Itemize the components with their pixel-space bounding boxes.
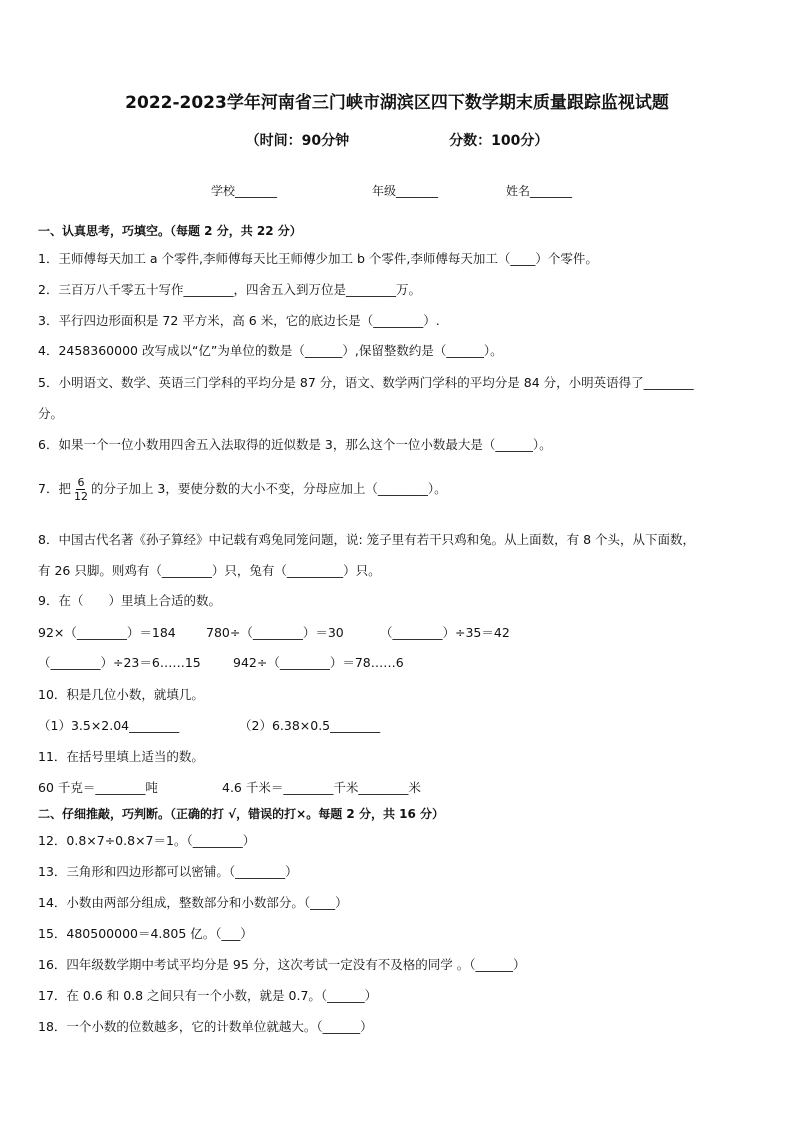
- fraction: [73, 476, 89, 503]
- question-8: 8．中国古代名著《孙子算经》中记载有鸡兔同笼问题，说: 笼子里有若干只鸡和兔。从上面数，有 8 个头，从下面数，: [38, 532, 696, 547]
- fraction-numerator: 6: [77, 476, 85, 489]
- question-13: 13．三角形和四边形都可以密铺。（________）: [38, 864, 298, 879]
- question-11-b: 4.6 千米＝________千米________米: [222, 780, 421, 795]
- fraction-denominator: 12: [73, 490, 88, 503]
- question-9-d: （________）÷23＝6……15: [38, 655, 201, 670]
- question-9-e: 942÷（________）＝78……6: [233, 655, 404, 670]
- question-3: 3．平行四边形面积是 72 平方米，高 6 米，它的底边长是（________）.: [38, 313, 440, 328]
- score-label: 分数：100分）: [449, 133, 549, 149]
- question-11-a: 60 千克＝________吨: [38, 780, 158, 795]
- section-1-heading: 一、认真思考，巧填空。（每题 2 分，共 22 分）: [38, 224, 302, 238]
- question-5: 5．小明语文、数学、英语三门学科的平均分是 87 分，语文、数学两门学科的平均分是 84 分，小明英语得了________: [38, 375, 694, 390]
- question-11: 11．在括号里填上适当的数。: [38, 749, 204, 764]
- question-15: 15．480500000＝4.805 亿。（___）: [38, 926, 253, 941]
- question-9-c: （________）÷35＝42: [380, 625, 510, 640]
- question-10-b: （2）6.38×0.5________: [239, 718, 381, 733]
- question-7-prefix: 7．把: [38, 481, 71, 496]
- question-12: 12．0.8×7÷0.8×7＝1。（________）: [38, 833, 256, 848]
- question-18: 18．一个小数的位数越多，它的计数单位就越大。（______）: [38, 1019, 373, 1034]
- question-16: 16．四年级数学期中考试平均分是 95 分，这次考试一定没有不及格的同学 。（______）: [38, 957, 526, 972]
- question-17: 17．在 0.6 和 0.8 之间只有一个小数，就是 0.7。（______）: [38, 988, 378, 1003]
- question-9: 9．在（ ）里填上合适的数。: [38, 593, 221, 608]
- time-label: （时间：90分钟: [245, 133, 350, 149]
- exam-subtitle: [0, 130, 794, 150]
- question-7-suffix: 的分子加上 3，要使分数的大小不变，分母应加上（________）。: [90, 481, 447, 496]
- section-2-heading: 二、仔细推敲，巧判断。（正确的打 √，错误的打×。每题 2 分，共 16 分）: [38, 807, 444, 821]
- question-10: 10．积是几位小数，就填几。: [38, 687, 204, 702]
- grade-field: 年级_______: [372, 184, 439, 198]
- question-10-a: （1）3.5×2.04________: [38, 718, 180, 733]
- question-9-b: 780÷（________）＝30: [206, 625, 344, 640]
- question-6: 6．如果一个一位小数用四舍五入法取得的近似数是 3，那么这个一位小数最大是（______）。: [38, 437, 552, 452]
- question-7: [38, 476, 447, 503]
- school-field: 学校_______: [211, 184, 278, 198]
- question-8-cont: 有 26 只脚。则鸡有（________）只，兔有（_________）只。: [38, 563, 381, 578]
- question-2: 2．三百万八千零五十写作________，四舍五入到万位是________万。: [38, 282, 421, 297]
- question-1: 1．王师傅每天加工 a 个零件,李师傅每天比王师傅少加工 b 个零件,李师傅每天加工（____）个零件。: [38, 251, 598, 266]
- question-14: 14．小数由两部分组成，整数部分和小数部分。（____）: [38, 895, 348, 910]
- question-5-cont: 分。: [38, 406, 64, 421]
- name-field: 姓名_______: [506, 184, 573, 198]
- question-4: 4．2458360000 改写成以“亿”为单位的数是（______）,保留整数约是（______）。: [38, 343, 503, 358]
- exam-title: 2022-2023学年河南省三门峡市湖滨区四下数学期末质量跟踪监视试题: [125, 93, 669, 113]
- question-9-a: 92×（________）＝184: [38, 625, 176, 640]
